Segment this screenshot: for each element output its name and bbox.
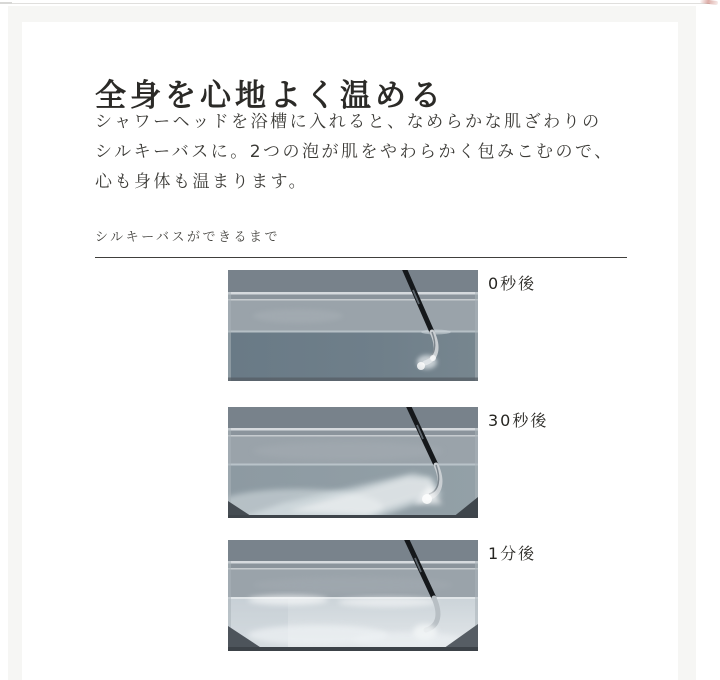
description-line: シャワーヘッドを浴槽に入れると、なめらかな肌ざわりの [95,112,602,132]
tank-rim [228,561,478,564]
clear-water [228,333,478,382]
time-label: 0秒後 [488,274,537,293]
section-heading: 全身を心地よく温める [95,77,445,114]
tank-rim [228,292,478,295]
top-divider [10,3,710,4]
waterline [228,464,478,466]
process-step-row [228,270,678,381]
tank-photo-1m-graphic [228,540,478,651]
red-corner-artifact [700,0,718,5]
description-line: シルキーバスに。2つの泡が肌をやわらかく包みこむので、 [95,142,614,162]
tank-photo-1m [228,540,478,651]
process-step-row [228,407,678,518]
time-label: 30秒後 [488,411,549,430]
bubble-cluster [413,624,437,640]
process-caption: シルキーバスができるまで [95,230,281,245]
tank-wall [228,407,478,428]
process-step-row [228,540,678,651]
content-card [22,22,678,680]
tank-photo-30s [228,407,478,518]
tank-photo-0s-graphic [228,270,478,381]
tank-rim [228,428,478,431]
tank-photo-30s-graphic [228,407,478,518]
section-description [95,107,614,197]
description-line: 心も身体も温まります。 [95,172,309,192]
tank-photo-0s [228,270,478,381]
divider-rule [95,257,627,258]
top-left-artifact [0,2,12,4]
tank-wall [228,270,478,292]
time-label: 1分後 [488,544,537,563]
tank-wall [228,540,478,561]
